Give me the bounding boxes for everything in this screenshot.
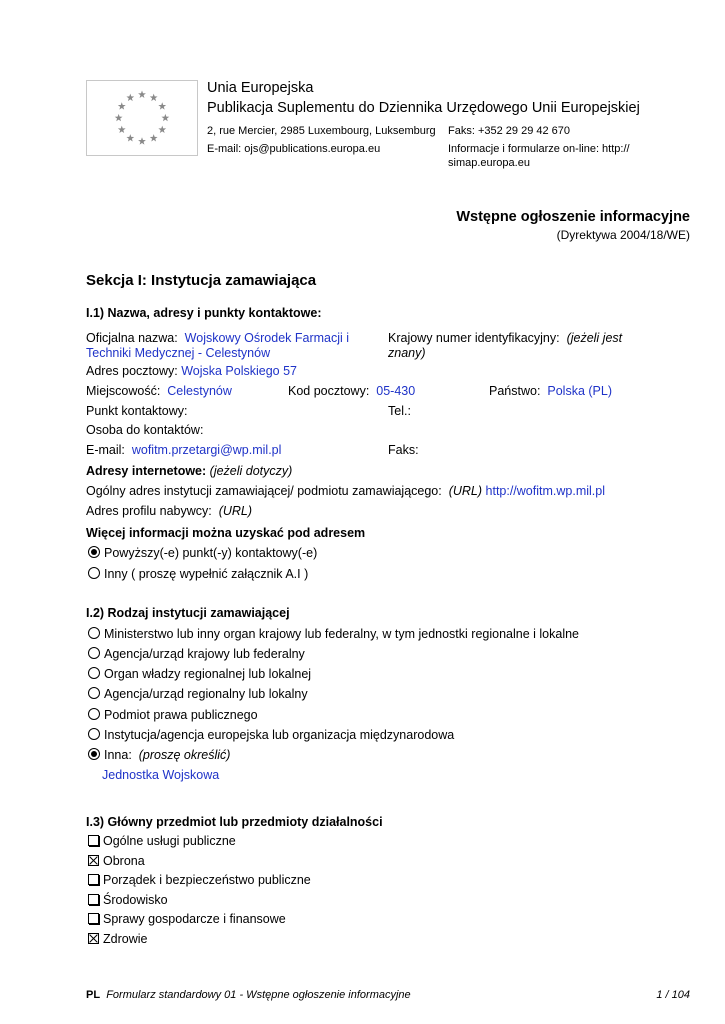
city-label: Miejscowość: bbox=[86, 384, 161, 398]
activity-option[interactable] bbox=[86, 854, 145, 868]
checkbox-unchecked-icon[interactable] bbox=[88, 835, 99, 846]
more-info-option[interactable] bbox=[86, 546, 317, 560]
postcode-row bbox=[288, 384, 415, 398]
authority-type-label: Ministerstwo lub inny organ krajowy lub federalny, w tym jednostki regionalne i lokalne bbox=[104, 627, 579, 641]
national-id-note: (jeżeli jest bbox=[566, 331, 623, 345]
fax-label: Faks: bbox=[388, 443, 419, 457]
buyer-profile-note: (URL) bbox=[218, 504, 253, 518]
star-icon bbox=[126, 94, 134, 101]
general-address-label: Ogólny adres instytucji zamawiającej/ podmiotu zamawiającego: bbox=[86, 484, 442, 498]
subsection-i1-title: I.1) Nazwa, adresy i punkty kontaktowe: bbox=[86, 306, 322, 320]
footer-page-number: 1 / 104 bbox=[656, 989, 690, 1001]
internet-label: Adresy internetowe: bbox=[86, 464, 207, 478]
authority-type-label: Inna: bbox=[104, 748, 132, 762]
activity-label: Zdrowie bbox=[103, 932, 148, 946]
buyer-profile-row bbox=[86, 504, 252, 518]
star-icon bbox=[115, 114, 123, 121]
star-icon bbox=[150, 134, 158, 141]
country-label: Państwo: bbox=[489, 384, 541, 398]
radio-unselected-icon[interactable] bbox=[88, 627, 100, 639]
contact-point-label: Punkt kontaktowy: bbox=[86, 404, 188, 418]
general-address-link[interactable]: http://wofitm.wp.mil.pl bbox=[485, 484, 605, 498]
postal-address-value: Wojska Polskiego 57 bbox=[181, 364, 298, 378]
postal-address-label: Adres pocztowy: bbox=[86, 364, 178, 378]
authority-type-option[interactable] bbox=[86, 647, 305, 661]
other-authority-value: Jednostka Wojskowa bbox=[102, 768, 220, 782]
authority-type-label: Agencja/urząd krajowy lub federalny bbox=[104, 647, 305, 661]
star-icon bbox=[118, 126, 126, 133]
activity-option[interactable] bbox=[86, 834, 236, 848]
national-id-note-cont: znany) bbox=[388, 346, 426, 360]
header-email: E-mail: ojs@publications.europa.eu bbox=[207, 143, 381, 155]
buyer-profile-label: Adres profilu nabywcy: bbox=[86, 504, 212, 518]
radio-selected-icon[interactable] bbox=[88, 546, 100, 558]
footer-form-name: Formularz standardowy 01 - Wstępne ogłoszenie informacyjne bbox=[106, 989, 411, 1001]
activity-option[interactable] bbox=[86, 932, 147, 946]
official-name-value: Wojskowy Ośrodek Farmacji i bbox=[184, 331, 350, 345]
tel-label: Tel.: bbox=[388, 404, 411, 418]
document-title: Wstępne ogłoszenie informacyjne bbox=[456, 209, 690, 225]
star-icon bbox=[150, 94, 158, 101]
star-icon bbox=[161, 114, 169, 121]
email-label: E-mail: bbox=[86, 443, 125, 457]
radio-selected-icon[interactable] bbox=[88, 748, 100, 760]
postcode-label: Kod pocztowy: bbox=[288, 384, 370, 398]
activity-option[interactable] bbox=[86, 873, 311, 887]
star-icon bbox=[158, 126, 166, 133]
activity-option[interactable] bbox=[86, 912, 286, 926]
authority-type-option[interactable] bbox=[86, 708, 258, 722]
star-icon bbox=[126, 134, 134, 141]
subsection-i3-title: I.3) Główny przedmiot lub przedmioty działalności bbox=[86, 815, 383, 829]
star-icon bbox=[138, 91, 146, 98]
activity-label: Sprawy gospodarcze i finansowe bbox=[103, 912, 286, 926]
radio-unselected-icon[interactable] bbox=[88, 687, 100, 699]
footer bbox=[86, 989, 411, 1001]
official-name-label: Oficjalna nazwa: bbox=[86, 331, 178, 345]
country-value: Polska (PL) bbox=[547, 384, 612, 398]
header-fax: Faks: +352 29 29 42 670 bbox=[448, 125, 571, 137]
activity-label: Ogólne usługi publiczne bbox=[103, 834, 236, 848]
city-value: Celestynów bbox=[167, 384, 232, 398]
authority-type-option[interactable] bbox=[86, 687, 308, 701]
other-note: (proszę określić) bbox=[138, 748, 231, 762]
header-info-line1: Informacje i formularze on-line: http:// bbox=[448, 143, 630, 155]
postcode-value: 05-430 bbox=[376, 384, 416, 398]
country-row bbox=[489, 384, 612, 398]
checkbox-unchecked-icon[interactable] bbox=[88, 874, 99, 885]
activity-label: Środowisko bbox=[103, 893, 168, 907]
contact-person-label: Osoba do kontaktów: bbox=[86, 423, 204, 437]
internet-addresses-row bbox=[86, 464, 292, 478]
subsection-i2-title: I.2) Rodzaj instytucji zamawiającej bbox=[86, 606, 290, 620]
eu-stars-icon bbox=[87, 81, 197, 155]
authority-type-label: Instytucja/agencja europejska lub organizacja międzynarodowa bbox=[104, 728, 455, 742]
star-icon bbox=[118, 102, 126, 109]
header-org: Unia Europejska bbox=[207, 80, 314, 96]
checkbox-checked-icon[interactable] bbox=[88, 855, 99, 866]
internet-note: (jeżeli dotyczy) bbox=[209, 464, 293, 478]
general-address-row bbox=[86, 484, 605, 498]
radio-unselected-icon[interactable] bbox=[88, 647, 100, 659]
authority-type-label: Agencja/urząd regionalny lub lokalny bbox=[104, 687, 308, 701]
radio-unselected-icon[interactable] bbox=[88, 728, 100, 740]
official-name-field bbox=[86, 331, 349, 361]
more-info-option[interactable] bbox=[86, 567, 308, 581]
header-info-line2: simap.europa.eu bbox=[448, 157, 530, 169]
authority-type-label: Organ władzy regionalnej lub lokalnej bbox=[104, 667, 312, 681]
document-subtitle: (Dyrektywa 2004/18/WE) bbox=[556, 228, 690, 242]
header-publication: Publikacja Suplementu do Dziennika Urzędowego Unii Europejskiej bbox=[207, 100, 640, 116]
section-title: Sekcja I: Instytucja zamawiająca bbox=[86, 272, 317, 289]
radio-unselected-icon[interactable] bbox=[88, 708, 100, 720]
postal-address-row bbox=[86, 364, 297, 378]
activity-option[interactable] bbox=[86, 893, 168, 907]
email-value[interactable]: wofitm.przetargi@wp.mil.pl bbox=[131, 443, 282, 457]
checkbox-unchecked-icon[interactable] bbox=[88, 913, 99, 924]
national-id-label: Krajowy numer identyfikacyjny: bbox=[388, 331, 560, 345]
star-icon bbox=[158, 102, 166, 109]
authority-type-option[interactable] bbox=[86, 627, 579, 641]
checkbox-unchecked-icon[interactable] bbox=[88, 894, 99, 905]
radio-unselected-icon[interactable] bbox=[88, 667, 100, 679]
authority-type-option[interactable] bbox=[86, 748, 230, 762]
activity-label: Obrona bbox=[103, 854, 145, 868]
footer-lang: PL bbox=[86, 989, 101, 1001]
more-info-option-label: Powyższy(-e) punkt(-y) kontaktowy(-e) bbox=[104, 546, 318, 560]
authority-type-option[interactable] bbox=[86, 728, 454, 742]
checkbox-checked-icon[interactable] bbox=[88, 933, 99, 944]
activity-label: Porządek i bezpieczeństwo publiczne bbox=[103, 873, 311, 887]
general-address-url-note: (URL) bbox=[448, 484, 483, 498]
eu-flag-logo bbox=[86, 80, 198, 156]
national-id-field bbox=[388, 331, 622, 361]
city-row bbox=[86, 384, 232, 398]
header-address: 2, rue Mercier, 2985 Luxembourg, Luksemburg bbox=[207, 125, 436, 137]
authority-type-option[interactable] bbox=[86, 667, 311, 681]
more-info-title: Więcej informacji można uzyskać pod adresem bbox=[86, 526, 366, 540]
authority-type-label: Podmiot prawa publicznego bbox=[104, 708, 258, 722]
email-row bbox=[86, 443, 281, 457]
header-info bbox=[448, 142, 630, 170]
radio-unselected-icon[interactable] bbox=[88, 567, 100, 579]
official-name-value-cont: Techniki Medycznej - Celestynów bbox=[86, 346, 271, 360]
more-info-option-label: Inny ( proszę wypełnić załącznik A.I ) bbox=[104, 567, 309, 581]
star-icon bbox=[138, 137, 146, 144]
